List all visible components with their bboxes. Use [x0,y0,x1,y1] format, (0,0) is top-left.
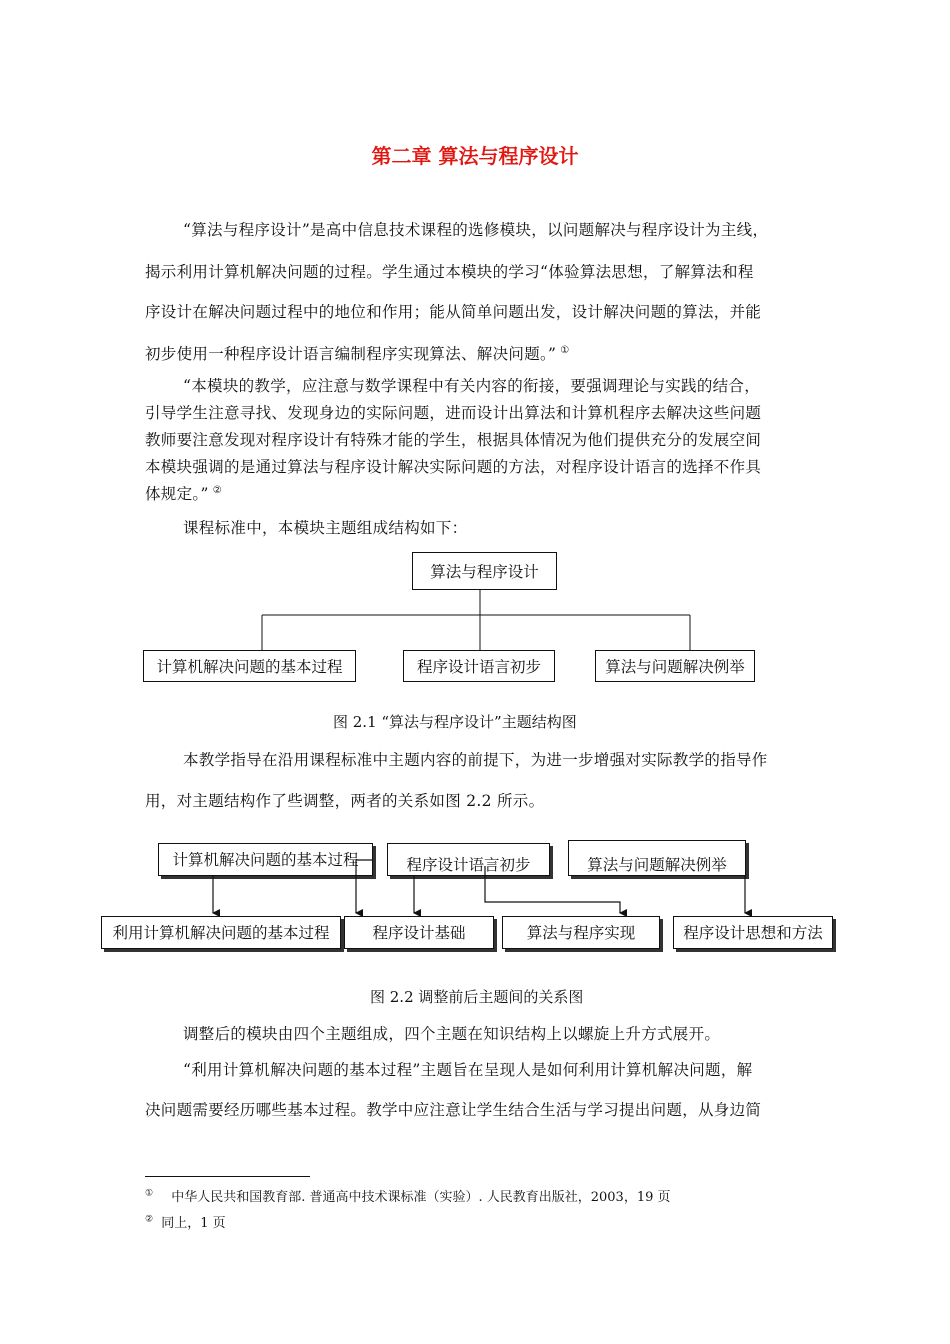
paragraph-line: 序设计在解决问题过程中的地位和作用；能从简单问题出发，设计解决问题的算法，并能 [145,303,762,321]
footnote-text: 中华人民共和国教育部. 普通高中技术课标准（实验）. 人民教育出版社，2003，19 页 [171,1190,671,1205]
chapter-title: 第二章 算法与程序设计 [371,144,579,168]
fig2-bottom-box: 利用计算机解决问题的基本过程 [101,916,341,949]
paragraph-line: 揭示利用计算机解决问题的过程。学生通过本模块的学习“体验算法思想，了解算法和程 [145,263,754,281]
paragraph-text: 初步使用一种程序设计语言编制程序实现算法、解决问题。” [145,345,557,363]
paragraph-line: “利用计算机解决问题的基本过程”主题旨在呈现人是如何利用计算机解决问题，解 [183,1061,753,1079]
paragraph-line: 调整后的模块由四个主题组成，四个主题在知识结构上以螺旋上升方式展开。 [183,1025,721,1043]
footnote-separator [145,1176,310,1177]
paragraph-line: 决问题需要经历哪些基本过程。教学中应注意让学生结合生活与学习提出问题，从身边简 [145,1101,762,1119]
paragraph-line: 用，对主题结构作了些调整，两者的关系如图 2.2 所示。 [145,792,545,810]
fig1-child-box: 算法与问题解决例举 [595,650,755,682]
fig1-root-box: 算法与程序设计 [412,552,557,590]
fig2-bottom-box: 程序设计思想和方法 [673,916,833,949]
paragraph-line: “算法与程序设计”是高中信息技术课程的选修模块，以问题解决与程序设计为主线， [183,221,769,239]
paragraph-line: 本教学指导在沿用课程标准中主题内容的前提下，为进一步增强对实际教学的指导作 [183,751,768,769]
fig2-top-box: 程序设计语言初步 [387,843,550,876]
paragraph-line: 课程标准中，本模块主题组成结构如下： [183,519,468,537]
footnote-mark: ① [145,1188,154,1199]
fig2-top-box: 计算机解决问题的基本过程 [158,843,373,876]
footnote-ref[interactable]: ① [560,344,570,356]
paragraph-line: 本模块强调的是通过算法与程序设计解决实际问题的方法，对程序设计语言的选择不作具 [145,458,762,476]
footnote-2 [145,1212,226,1231]
fig2-bottom-box: 程序设计基础 [344,916,494,949]
paragraph-line: 引导学生注意寻找、发现身边的实际问题，进而设计出算法和计算机程序去解决这些问题 [145,404,762,422]
figure2-caption: 图 2.2 调整前后主题间的关系图 [370,988,584,1006]
footnote-ref[interactable]: ② [212,484,222,496]
footnote-mark: ② [145,1214,154,1225]
paragraph-text: 体规定。” [145,485,209,503]
fig1-child-box: 程序设计语言初步 [403,650,555,682]
footnote-text: 同上，1 页 [161,1216,226,1231]
paragraph-line: 教师要注意发现对程序设计有特殊才能的学生，根据具体情况为他们提供充分的发展空间 [145,431,762,449]
footnote-1 [145,1186,671,1205]
fig2-top-box: 算法与问题解决例举 [568,840,746,876]
fig1-child-box: 计算机解决问题的基本过程 [143,650,356,682]
fig2-bottom-box: 算法与程序实现 [502,916,660,949]
figure1-caption: 图 2.1 “算法与程序设计”主题结构图 [333,713,577,731]
paragraph-line: “本模块的教学，应注意与数学课程中有关内容的衔接，要强调理论与实践的结合， [183,377,761,395]
